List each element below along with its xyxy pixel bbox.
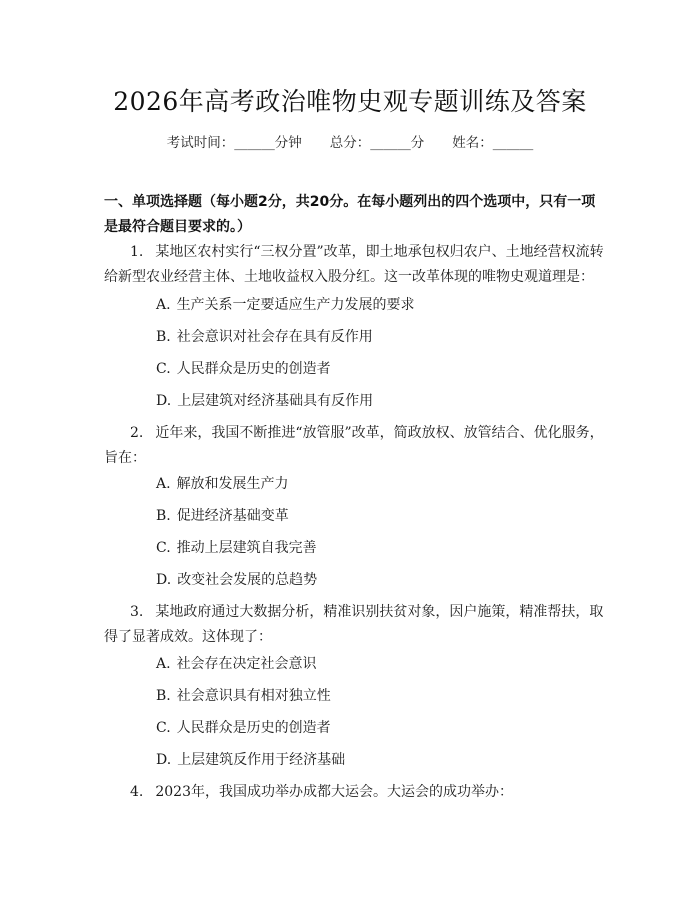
question-3 bbox=[104, 600, 604, 650]
question-stem: 某地区农村实行“三权分置”改革，即土地承包权归农户、土地经营权流转给新型农业经营主体、土地收益权入股分红。这一改革体现的唯物史观道理是： bbox=[104, 244, 604, 285]
score-unit: 分 bbox=[410, 135, 425, 151]
option-text: 人民群众是历史的创造者 bbox=[176, 720, 331, 736]
page-title: 2026年高考政治唯物史观专题训练及答案 bbox=[113, 87, 587, 116]
option-letter: B. bbox=[156, 508, 171, 524]
question-2-option-c bbox=[156, 538, 596, 558]
option-text: 上层建筑反作用于经济基础 bbox=[177, 752, 346, 768]
option-letter: C. bbox=[156, 720, 171, 736]
name-label: 姓名： bbox=[452, 135, 493, 151]
question-2-option-a bbox=[156, 474, 596, 494]
option-letter: D. bbox=[156, 752, 172, 768]
option-text: 上层建筑对经济基础具有反作用 bbox=[177, 393, 374, 409]
option-letter: A. bbox=[156, 476, 171, 492]
time-label: 考试时间： bbox=[166, 135, 235, 151]
option-letter: D. bbox=[156, 393, 172, 409]
question-2-option-d bbox=[156, 570, 596, 590]
score-blank: ______ bbox=[370, 135, 411, 151]
name-blank: ______ bbox=[492, 135, 534, 151]
question-1-option-d bbox=[156, 391, 596, 411]
option-letter: A. bbox=[156, 656, 171, 672]
option-text: 解放和发展生产力 bbox=[176, 476, 289, 492]
time-blank: ______ bbox=[234, 135, 275, 151]
option-text: 社会意识具有相对独立性 bbox=[176, 688, 331, 704]
question-stem: 近年来，我国不断推进“放管服”改革，简政放权、放管结合、优化服务，旨在： bbox=[104, 425, 604, 466]
question-3-option-b bbox=[156, 686, 596, 706]
option-text: 推动上层建筑自我完善 bbox=[176, 540, 317, 556]
option-text: 生产关系一定要适应生产力发展的要求 bbox=[176, 297, 415, 313]
option-text: 人民群众是历史的创造者 bbox=[176, 361, 331, 377]
question-1 bbox=[104, 240, 604, 290]
question-number: 4. bbox=[130, 784, 144, 800]
option-letter: B. bbox=[156, 329, 171, 345]
question-3-option-c bbox=[156, 718, 596, 738]
question-number: 2. bbox=[130, 425, 144, 441]
option-text: 社会意识对社会存在具有反作用 bbox=[176, 329, 373, 345]
section-heading: 一、单项选择题（每小题2分，共20分。在每小题列出的四个选项中，只有一项是最符合题目要求的。） bbox=[104, 194, 596, 235]
question-stem: 某地政府通过大数据分析，精准识别扶贫对象，因户施策，精准帮扶，取得了显著成效。这体现了： bbox=[104, 604, 604, 645]
exam-meta-line bbox=[0, 131, 700, 151]
question-1-option-b bbox=[156, 327, 596, 347]
option-letter: D. bbox=[156, 572, 172, 588]
question-2 bbox=[104, 421, 604, 471]
question-1-option-c bbox=[156, 359, 596, 379]
question-4 bbox=[104, 780, 604, 805]
option-text: 社会存在决定社会意识 bbox=[176, 656, 317, 672]
question-number: 3. bbox=[130, 604, 144, 620]
option-letter: C. bbox=[156, 361, 171, 377]
time-unit: 分钟 bbox=[274, 135, 302, 151]
question-1-option-a bbox=[156, 295, 596, 315]
question-2-option-b bbox=[156, 506, 596, 526]
question-number: 1. bbox=[130, 244, 144, 260]
option-letter: C. bbox=[156, 540, 171, 556]
question-3-option-d bbox=[156, 750, 596, 770]
option-letter: B. bbox=[156, 688, 171, 704]
option-letter: A. bbox=[156, 297, 171, 313]
option-text: 改变社会发展的总趋势 bbox=[177, 572, 318, 588]
question-stem: 2023年，我国成功举办成都大运会。大运会的成功举办： bbox=[155, 784, 513, 800]
option-text: 促进经济基础变革 bbox=[176, 508, 289, 524]
score-label: 总分： bbox=[329, 135, 371, 151]
question-3-option-a bbox=[156, 654, 596, 674]
